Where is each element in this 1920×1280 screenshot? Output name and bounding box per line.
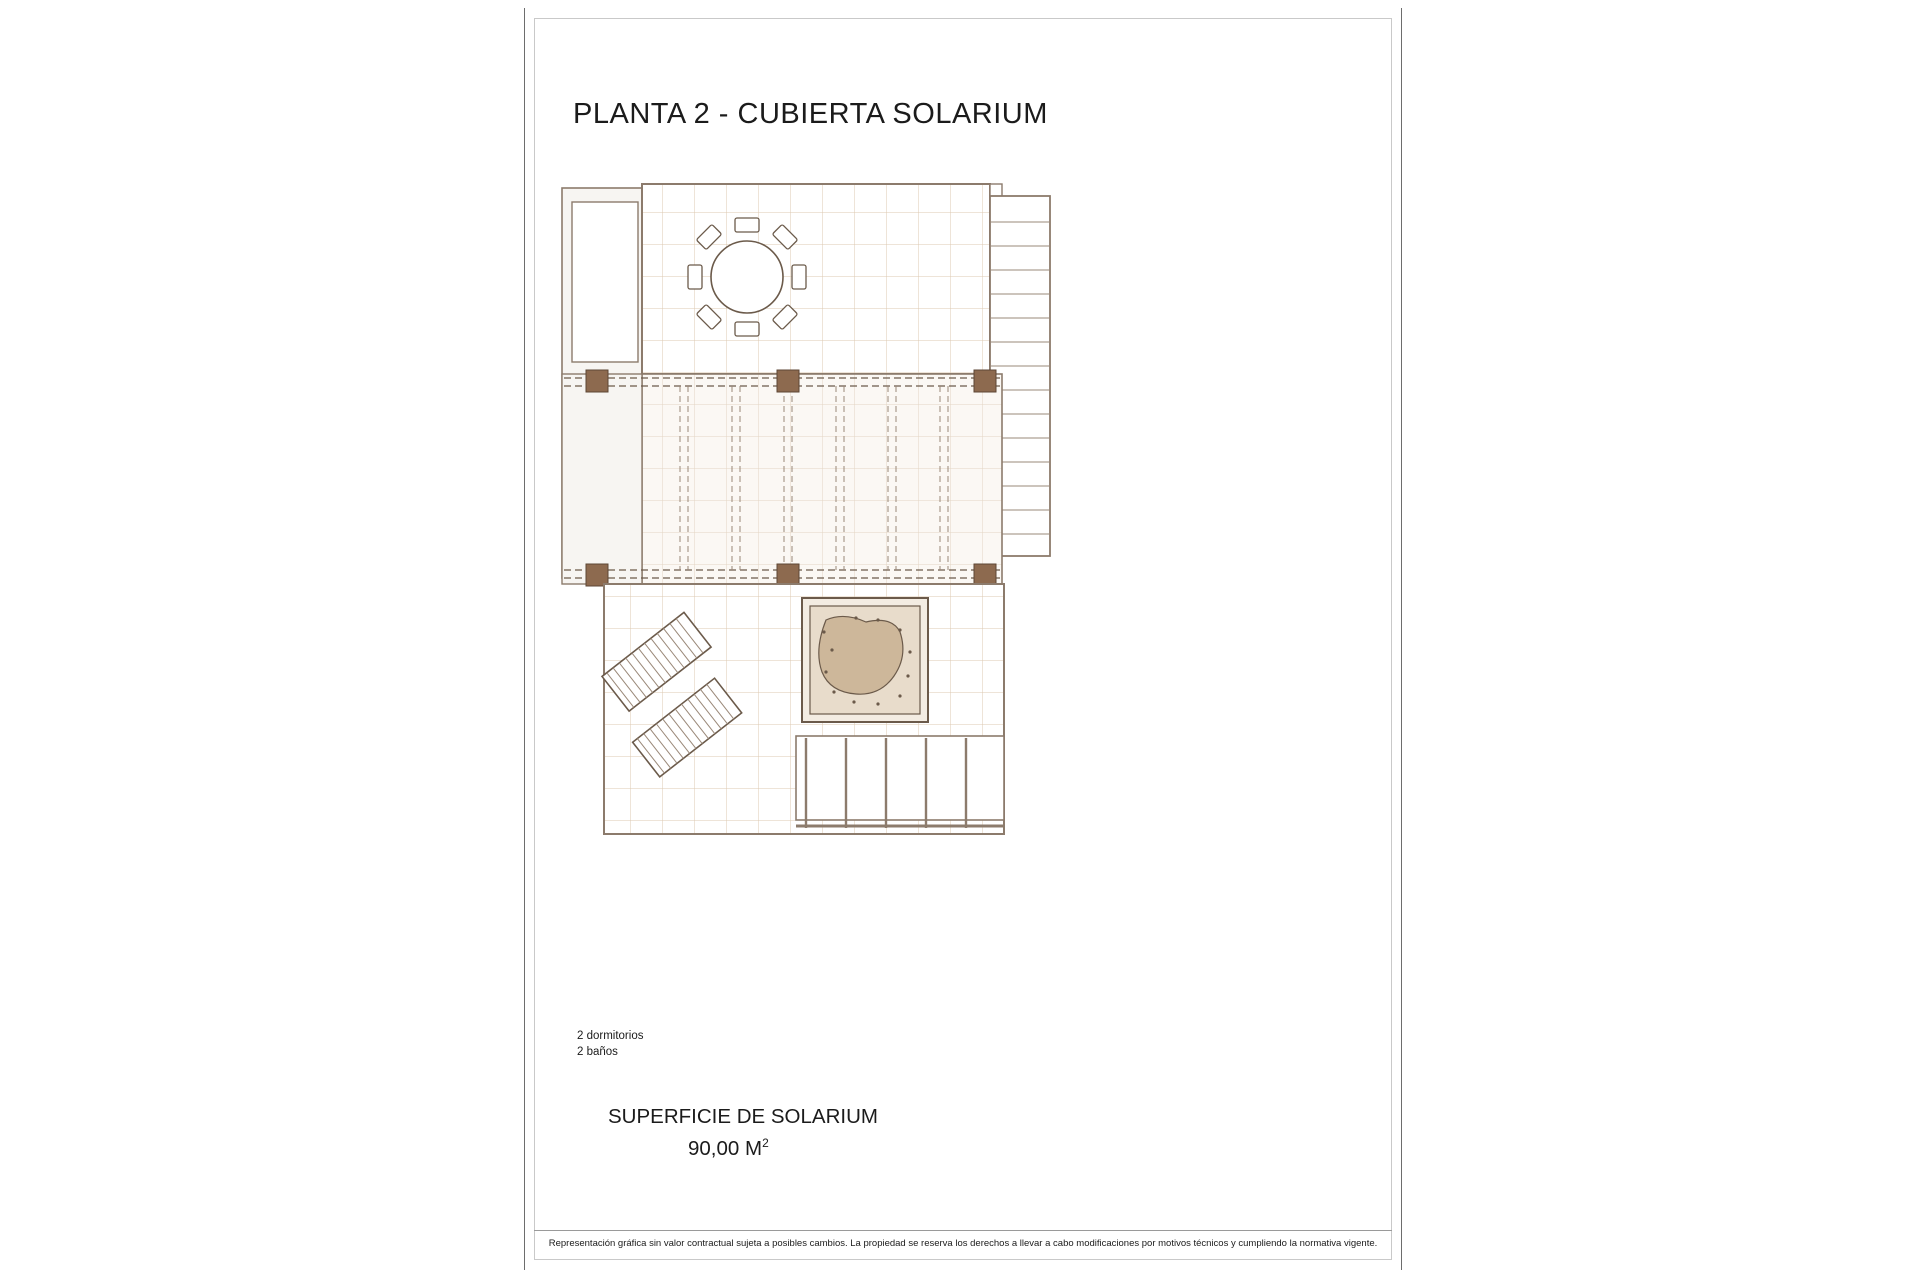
railing-bottom [796,736,1004,828]
bathrooms-label: 2 baños [577,1046,618,1058]
surface-value-number: 90,00 M [688,1136,763,1160]
floor-plan-drawing [534,180,1392,1040]
page-title: PLANTA 2 - CUBIERTA SOLARIUM [573,98,1048,130]
disclaimer-text: Representación gráfica sin valor contractual sujeta a posibles cambios. La propiedad se reserva los derechos a llevar a cabo modificaciones por motivos técnicos y cumpliendo la normativa vigente. [548,1238,1378,1249]
surface-value-exponent: 2 [762,1136,769,1150]
floor-plan-svg [534,180,1392,1040]
jacuzzi [802,598,928,722]
surface-title: SUPERFICIE DE SOLARIUM [608,1105,878,1128]
pergola-area [562,345,1004,586]
bedrooms-label: 2 dormitorios [577,1030,644,1042]
disclaimer-divider [534,1230,1392,1231]
surface-value [688,1136,769,1161]
